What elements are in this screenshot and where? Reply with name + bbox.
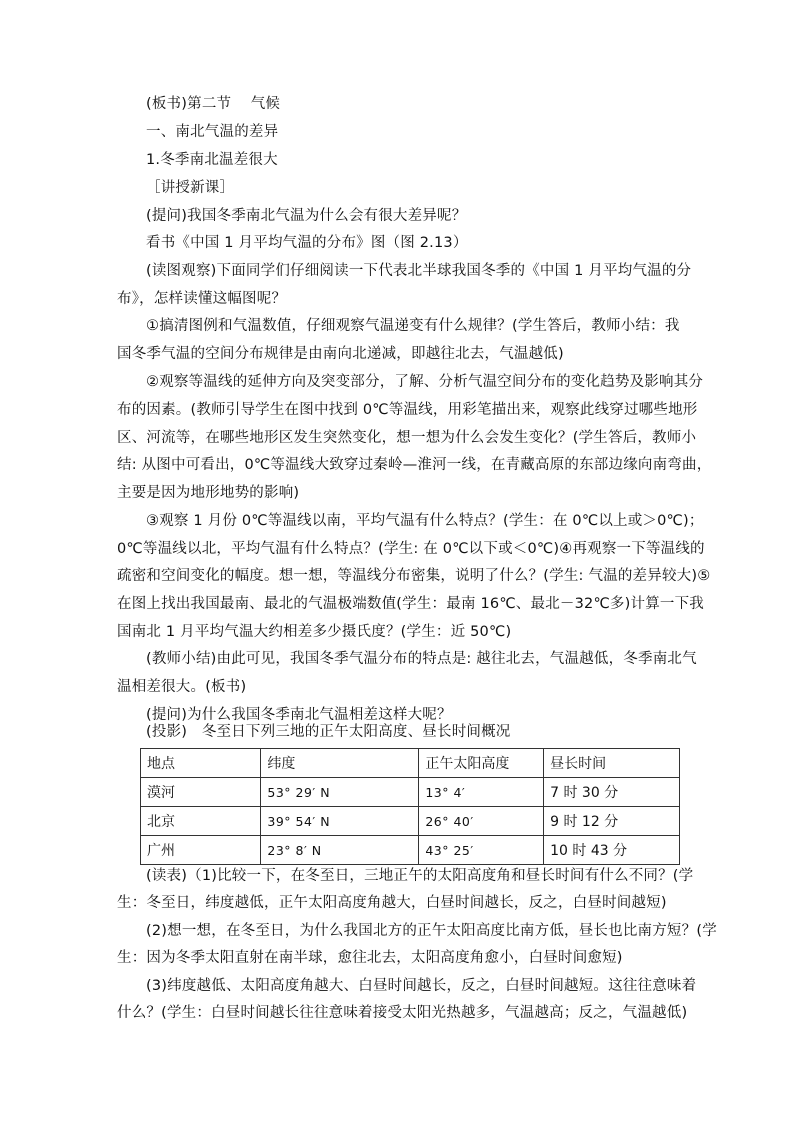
- paragraph-line: 在图上找出我国最南、最北的气温极端数值(学生：最南 16℃、最北－32℃多)计算一下我: [117, 596, 704, 612]
- table-header-cell: 纬度: [261, 749, 419, 778]
- table-cell: 13° 4′: [419, 778, 544, 807]
- table-caption: (投影) 冬至日下列三地的正午太阳高度、昼长时间概况: [146, 724, 511, 740]
- paragraph-line: (读图观察)下面同学们仔细阅读一下代表北半球我国冬季的《中国 1 月平均气温的分: [146, 263, 692, 279]
- table-row: [141, 807, 680, 836]
- table-cell: 10 时 43 分: [544, 836, 680, 865]
- paragraph-line: ③观察 1 月份 0℃等温线以南，平均气温有什么特点？(学生：在 0℃以上或＞0℃)；: [146, 513, 704, 529]
- paragraph-line: 结: 从图中可看出，0℃等温线大致穿过秦岭—淮河一线，在青藏高原的东部边缘向南弯曲，: [117, 457, 712, 473]
- table-cell: 43° 25′: [419, 836, 544, 865]
- table-cell: 北京: [141, 807, 261, 836]
- paragraph-line: 看书《中国 1 月平均气温的分布》图（图 2.13）: [146, 235, 468, 251]
- paragraph-line: 生：因为冬季太阳直射在南半球，愈往北去，太阳高度角愈小，白昼时间愈短): [117, 950, 623, 966]
- paragraph-line: 布的因素。(教师引导学生在图中找到 0℃等温线，用彩笔描出来，观察此线穿过哪些地形: [117, 402, 698, 418]
- table-row: [141, 778, 680, 807]
- table-header-cell: 昼长时间: [544, 749, 680, 778]
- table-cell: 广州: [141, 836, 261, 865]
- paragraph-line: 区、河流等，在哪些地形区发生突然变化，想一想为什么会发生变化？(学生答后，教师小: [117, 430, 697, 446]
- paragraph-line: 布》，怎样读懂这幅图呢？: [117, 291, 287, 307]
- paragraph-line: 什么？(学生：白昼时间越长往往意味着接受太阳光热越多，气温越高；反之，气温越低): [117, 1005, 688, 1021]
- table-cell: 26° 40′: [419, 807, 544, 836]
- paragraph-line: ［讲授新课］: [146, 180, 235, 196]
- subheading: 1.冬季南北温差很大: [146, 152, 278, 168]
- paragraph-line: (2)想一想，在冬至日，为什么我国北方的正午太阳高度比南方低，昼长也比南方短？(学: [146, 923, 717, 939]
- table-cell: 漠河: [141, 778, 261, 807]
- paragraph-line: (教师小结)由此可见，我国冬季气温分布的特点是: 越往北去，气温越低，冬季南北气: [146, 651, 697, 667]
- paragraph-line: ①搞清图例和气温数值，仔细观察气温递变有什么规律？(学生答后，教师小结：我: [146, 318, 680, 334]
- section-heading: (板书)第二节 气候: [146, 96, 281, 112]
- paragraph-line: 温相差很大。(板书): [117, 679, 247, 695]
- paragraph-line: 生：冬至日，纬度越低，正午太阳高度角越大，白昼时间越长，反之，白昼时间越短): [117, 895, 667, 911]
- table-cell: 53° 29′ N: [261, 778, 419, 807]
- table-cell: 23° 8′ N: [261, 836, 419, 865]
- paragraph-line: (提问)我国冬季南北气温为什么会有很大差异呢？: [146, 208, 467, 224]
- paragraph-line: (3)纬度越低、太阳高度角越大、白昼时间越长，反之，白昼时间越短。这往往意味着: [146, 978, 697, 994]
- paragraph-line: 国冬季气温的空间分布规律是由南向北递减，即越往北去，气温越低): [117, 346, 564, 362]
- table-row: [141, 836, 680, 865]
- table-cell: 9 时 12 分: [544, 807, 680, 836]
- subheading: 一、南北气温的差异: [146, 124, 279, 140]
- table-header-cell: 正午太阳高度: [419, 749, 544, 778]
- paragraph-line: (提问)为什么我国冬季南北气温相差这样大呢？: [146, 707, 452, 723]
- paragraph-line: (读表)（1)比较一下，在冬至日，三地正午的太阳高度角和昼长时间有什么不同？(学: [146, 868, 694, 884]
- paragraph-line: 0℃等温线以北，平均气温有什么特点？(学生: 在 0℃以下或＜0℃)④再观察一下等温线的: [117, 541, 705, 557]
- table-header-row: [141, 749, 680, 778]
- solar-data-table: [140, 748, 680, 865]
- table-header-cell: 地点: [141, 749, 261, 778]
- table-cell: 39° 54′ N: [261, 807, 419, 836]
- paragraph-line: ②观察等温线的延伸方向及突变部分，了解、分析气温空间分布的变化趋势及影响其分: [146, 374, 704, 390]
- table-cell: 7 时 30 分: [544, 778, 680, 807]
- paragraph-line: 主要是因为地形地势的影响): [117, 485, 300, 501]
- paragraph-line: 国南北 1 月平均气温大约相差多少摄氏度？(学生：近 50℃): [117, 624, 512, 640]
- paragraph-line: 疏密和空间变化的幅度。想一想，等温线分布密集，说明了什么？(学生: 气温的差异较大)⑤: [117, 568, 711, 584]
